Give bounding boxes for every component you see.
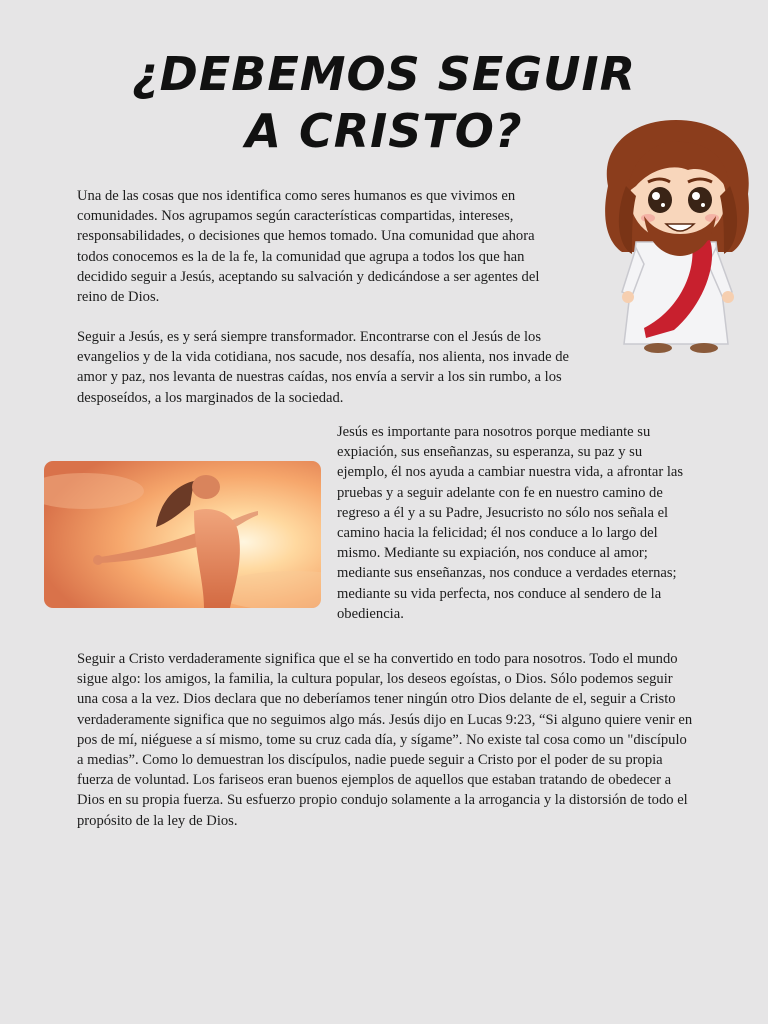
- woman-arms-open-sunset-photo: [44, 461, 321, 608]
- page-title-line-1: ¿DEBEMOS SEGUIR: [132, 47, 636, 101]
- paragraph-importance-of-jesus: Jesús es importante para nosotros porque mediante su expiación, sus enseñanzas, su esperanza, su paz y su ejemplo, él nos ayuda a cambiar nuestra vida, a afrontar las pruebas y a seguir adelante con fe en nuestro camino de regreso a él y a su Padre, Jesucristo no sólo nos señala el camino hacia la felicidad; él nos conduce a lo largo del mismo. Mediante su expiación, nos conduce al amor; mediante sus enseñanzas, nos conduce a verdades eternas; mediante su vida perfecta, nos conduce al sendero de la obediencia.: [337, 424, 684, 622]
- paragraph-communities: Una de las cosas que nos identifica como seres humanos es que vivimos en comunidades. Nos agrupamos según características compartidas, intereses, responsabilidades, o decisiones que hemos tomado. Una comunidad que ahora todos conocemos es la de la fe, la comunidad que agrupa a todos los que han decidido seguir a Jesús, aceptando su salvación y dedicándose a ser agentes del reino de Dios.: [77, 188, 540, 306]
- cartoon-jesus-illustration: [592, 116, 760, 358]
- sunset-photo-svg: [44, 461, 321, 608]
- page-title-line-2: A CRISTO?: [245, 104, 523, 158]
- paragraph-transformation: Seguir a Jesús, es y será siempre transformador. Encontrarse con el Jesús de los evangelios y de la vida cotidiana, nos sacude, nos desafía, nos alienta, nos invade de amor y paz, nos levanta de nuestras caídas, nos envía a servir a los sin rumbo, a los desposeídos, a los marginados de la sociedad.: [77, 329, 569, 406]
- cartoon-jesus-svg: [592, 116, 760, 358]
- paragraph-following-christ: Seguir a Cristo verdaderamente significa que el se ha convertido en todo para nosotros. Todo el mundo sigue algo: los amigos, la familia, la cultura popular, los deseos egoístas, o Dios. Sólo podemos seguir una cosa a la vez. Dios declara que no deberíamos tener ningún otro Dios delante de el, seguir a Cristo verdaderamente significa que no seguimos algo más. Jesús dijo en Lucas 9:23, “Si alguno quiere venir en pos de mí, niéguese a sí mismo, tome su cruz cada día, y sígame”. No existe tal cosa como un "discípulo a medias”. Como lo demuestran los discípulos, nadie puede seguir a Cristo por el poder de su propia fuerza de voluntad. Los fariseos eran buenos ejemplos de aquellos que estaban tratando de obedecer a Dios en su propia fuerza. Su esfuerzo propio condujo solamente a la arrogancia y la distorsión de todo el propósito de la ley de Dios.: [77, 651, 693, 829]
